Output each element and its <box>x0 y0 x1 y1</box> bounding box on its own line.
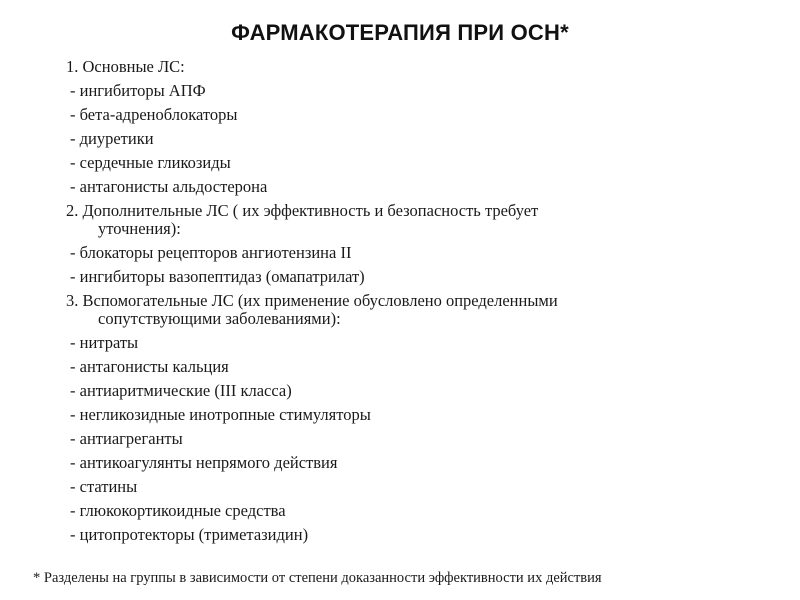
list-item: - бета-адреноблокаторы <box>70 105 238 124</box>
page-title: ФАРМАКОТЕРАПИЯ ПРИ ОСН* <box>231 20 569 45</box>
section-heading <box>66 58 686 76</box>
list-item: - ингибиторы вазопептидаз (омапатрилат) <box>70 267 365 286</box>
list-item: - сердечные гликозиды <box>70 153 231 172</box>
section-heading <box>66 292 686 328</box>
list-item: - цитопротекторы (триметазидин) <box>70 525 309 544</box>
footnote: * Разделены на группы в зависимости от степени доказанности эффективности их действия <box>33 570 602 586</box>
section-heading-text: 2. Дополнительные ЛС ( их эффективность и безопасность требует <box>66 201 539 220</box>
list-item: - статины <box>70 477 138 496</box>
list-item: - диуретики <box>70 129 154 148</box>
list-item: - антагонисты альдостерона <box>70 177 268 196</box>
section-main-drugs <box>66 58 686 196</box>
list-item: - антиагреганты <box>70 429 183 448</box>
section-heading-text: 1. Основные ЛС: <box>66 57 185 76</box>
section-heading <box>66 202 686 238</box>
list-item: - блокаторы рецепторов ангиотензина II <box>70 243 352 262</box>
list-item: - глюкокортикоидные средства <box>70 501 286 520</box>
section-auxiliary-drugs <box>66 292 686 544</box>
section-heading-continuation: уточнения): <box>98 219 181 238</box>
section-heading-continuation: сопутствующими заболеваниями): <box>98 309 341 328</box>
list-item: - антиаритмические (III класса) <box>70 381 292 400</box>
list-item: - антагонисты кальция <box>70 357 229 376</box>
list-item: - нитраты <box>70 333 139 352</box>
drug-groups-list <box>66 58 686 550</box>
section-additional-drugs <box>66 202 686 286</box>
list-item: - ингибиторы АПФ <box>70 81 206 100</box>
list-item: - негликозидные инотропные стимуляторы <box>70 405 371 424</box>
section-heading-text: 3. Вспомогательные ЛС (их применение обусловлено определенными <box>66 291 558 310</box>
list-item: - антикоагулянты непрямого действия <box>70 453 338 472</box>
